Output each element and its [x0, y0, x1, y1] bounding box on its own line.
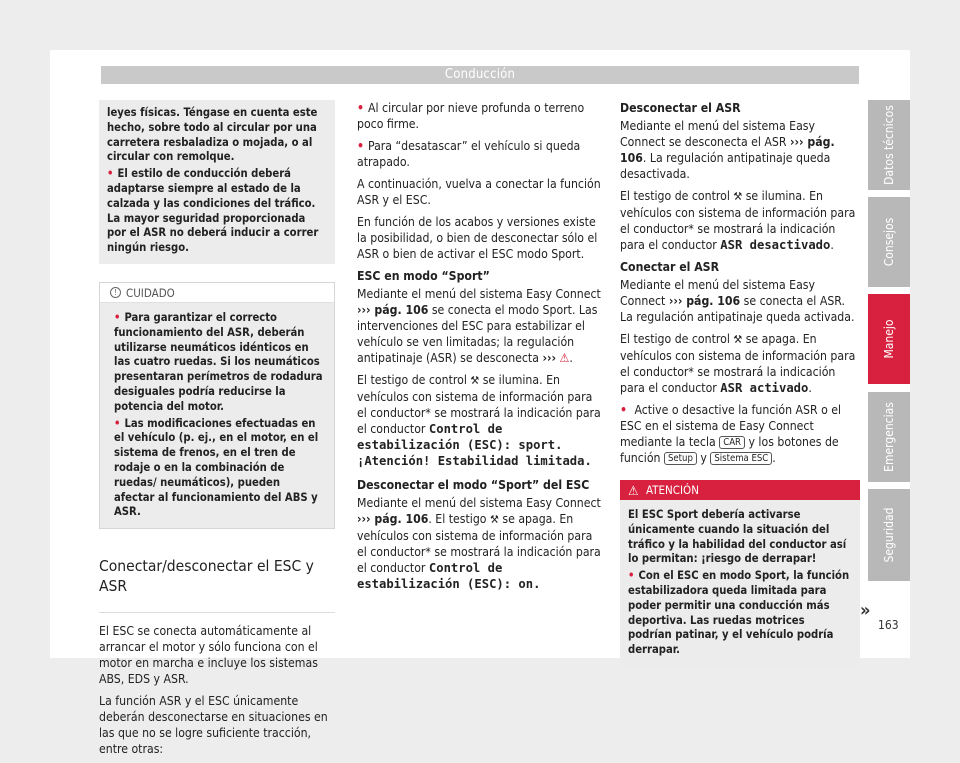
- page-number: 163: [878, 618, 899, 632]
- col2-bullet-1: • Al circular por nieve profunda o terreno poco firme.: [357, 100, 603, 132]
- heading-desconectar-sport: Desconectar el modo “Sport” del ESC: [357, 478, 590, 492]
- info-icon: !: [110, 287, 121, 298]
- sport-lamp-paragraph: El testigo de control ⚒ se ilumina. En vehículos con sistema de información para el conductor* se mostrará la indicación para el conductor Control de estabilización (ESC): sport. ¡Atención! Estabilidad limitada.: [357, 373, 601, 468]
- cuidado-title: ! CUIDADO: [100, 283, 334, 303]
- atencion-paragraph: El ESC Sport debería activarse únicamente cuando la situación del tráfico y la habilidad del conductor así lo permitan: ¡riesgo de derrapar!: [628, 508, 847, 566]
- heading-esc-sport: ESC en modo “Sport”: [357, 269, 490, 283]
- desc-asr-paragraph: Mediante el menú del sistema Easy Connect se desconecta el ASR ››› pág. 106. La regulación antipatinaje queda desactivada.: [620, 119, 835, 181]
- display-message-sport: Control de estabilización (ESC): sport. ¡Atención! Estabilidad limitada.: [357, 422, 592, 468]
- asr-warning-lamp-icon: ⚒: [733, 190, 743, 203]
- page-link[interactable]: ››› pág. 106: [357, 512, 429, 526]
- intro-box: [99, 100, 335, 264]
- col2-bullet-2: • Para “desatascar” el vehículo si queda atrapado.: [357, 138, 603, 170]
- heading-desconectar-asr: Desconectar el ASR: [620, 101, 741, 115]
- sistema-esc-key[interactable]: Sistema ESC: [710, 452, 772, 465]
- tab-manejo[interactable]: Manejo: [868, 294, 910, 384]
- atencion-bullet: • Con el ESC en modo Sport, la función estabilizadora queda limitada para poder permitir una conducción más deportiva. Las ruedas motrices podrían patinar, y el vehículo podría derrapar.: [628, 569, 850, 658]
- con-asr-paragraph: Mediante el menú del sistema Easy Connect ››› pág. 106 se conecta el ASR. La regulación antipatinaje queda activada.: [620, 278, 855, 324]
- intro-bullet: • El estilo de conducción deberá adaptarse siempre al estado de la calzada y las condiciones del tráfico. La mayor seguridad proporcionada por el ASR no deberá inducir a correr ningún riesgo.: [107, 167, 327, 256]
- page-link[interactable]: ››› pág. 106: [668, 294, 741, 308]
- section-title: Conectar/desconectar el ESC y ASR: [99, 556, 335, 613]
- col2-paragraph-2: En función de los acabos y versiones existe la posibilidad, o bien de desconectar sólo el ASR o bien de activar el ESC modo Sport.: [357, 215, 598, 261]
- column-3: [620, 100, 860, 666]
- col3-bullet: • Active o desactive la función ASR o el ESC en el sistema de Easy Connect mediante la tecla CAR y los botones de función Setup y Sistema ESC .: [620, 402, 860, 466]
- atencion-title: ⚠ ATENCIÓN: [620, 480, 860, 500]
- tab-consejos[interactable]: Consejos: [868, 197, 910, 287]
- cuidado-bullet-2: • Las modificaciones efectuadas en el vehículo (p. ej., en el motor, en el sistema de frenos, en el tren de rodaje o en la combinación de ruedas/ neumáticos), pueden afectar al funcionamiento del ABS y ASR.: [114, 417, 324, 521]
- con-asr-lamp-paragraph: El testigo de control ⚒ se apaga. En vehículos con sistema de información para el conductor* se mostrará la indicación para el conductor ASR activado.: [620, 332, 856, 395]
- heading-conectar-asr: Conectar el ASR: [620, 260, 720, 274]
- setup-key[interactable]: Setup: [664, 452, 697, 465]
- esc-warning-lamp-icon: ⚒: [470, 374, 480, 387]
- asr-warning-lamp-icon: ⚒: [733, 333, 743, 346]
- esc-warning-lamp-icon: ⚒: [490, 513, 499, 526]
- cuidado-bullet-1: • Para garantizar el correcto funcionamiento del ASR, deberán utilizarse neumáticos idénticos en las cuatro ruedas. Si los neumáticos presentaran perímetros de rodadura desiguales podría reducirse la potencia del motor.: [114, 311, 324, 415]
- tab-datos-tecnicos[interactable]: Datos técnicos: [868, 100, 910, 190]
- atencion-box: [620, 480, 860, 666]
- running-header: Conducción: [101, 66, 859, 84]
- col2-paragraph-1: A continuación, vuelva a conectar la función ASR y el ESC.: [357, 177, 601, 207]
- page-link[interactable]: ››› pág. 106: [620, 135, 835, 165]
- next-page-marker: »: [860, 600, 871, 621]
- col1-paragraph-2: La función ASR y el ESC únicamente deberán desconectarse en situaciones en las que no se logre suficiente tracción, entre otras:: [99, 694, 328, 757]
- tab-seguridad[interactable]: Seguridad: [868, 489, 910, 581]
- warning-triangle-icon: ⚠: [559, 351, 570, 365]
- car-key[interactable]: CAR: [719, 436, 745, 449]
- cuidado-box: [99, 282, 335, 529]
- display-message-asr-on: ASR activado: [720, 381, 809, 395]
- intro-cont: leyes físicas. Téngase en cuenta este hecho, sobre todo al circular por una carretera resbaladiza o mojada, o al circular con remolque.: [107, 106, 318, 164]
- sport-paragraph: Mediante el menú del sistema Easy Connect ››› pág. 106 se conecta el modo Sport. Las intervenciones del ESC para estabilizar el vehículo se ven limitadas; la regulación antipatinaje (ASR) se desconecta ››› ⚠.: [357, 287, 601, 365]
- column-2: [357, 100, 603, 598]
- col1-paragraph-1: El ESC se conecta automáticamente al arrancar el motor y sólo funciona con el motor en marcha e incluye los sistemas ABS, EDS y ASR.: [99, 624, 318, 687]
- desc-asr-lamp-paragraph: El testigo de control ⚒ se ilumina. En vehículos con sistema de información para el conductor* se mostrará la indicación para el conductor ASR desactivado.: [620, 189, 856, 252]
- warning-link[interactable]: ›››: [542, 351, 556, 365]
- display-message-asr-off: ASR desactivado: [720, 238, 831, 252]
- column-1: [99, 100, 335, 763]
- desc-sport-paragraph: Mediante el menú del sistema Easy Connect ››› pág. 106. El testigo ⚒ se apaga. En vehículos con sistema de información para el conductor* se mostrará la indicación para el conductor Control de estabilización (ESC): on.: [357, 496, 601, 591]
- tab-emergencias[interactable]: Emergencias: [868, 392, 910, 482]
- page-link[interactable]: ››› pág. 106: [357, 303, 429, 317]
- display-message-on: Control de estabilización (ESC): on.: [357, 561, 541, 591]
- warning-triangle-icon: ⚠: [628, 484, 639, 499]
